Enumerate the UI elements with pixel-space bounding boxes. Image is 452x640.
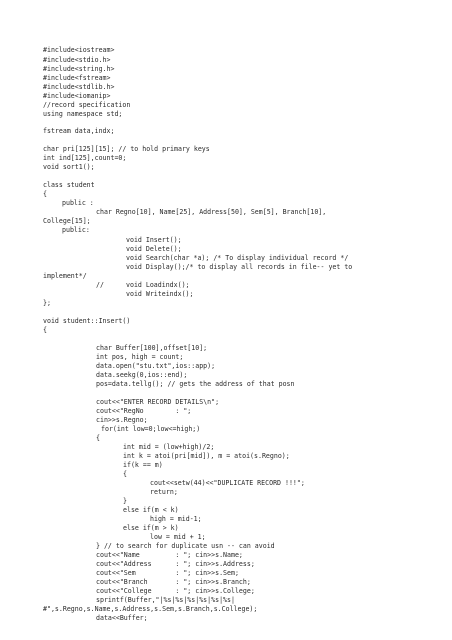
code-line: } (123, 497, 127, 505)
code-line: { (43, 190, 47, 198)
code-line: char Buffer[100],offset[10]; (96, 344, 208, 352)
code-line: //record specification (43, 101, 131, 109)
code-line: cout<<"Name : "; cin>>s.Name; (96, 551, 243, 559)
code-line: College[15]; (43, 217, 91, 225)
code-line: fstream data,indx; (43, 127, 115, 135)
code-line: public : (62, 199, 94, 207)
code-line: void Loadindx(); (126, 281, 190, 289)
code-line: sprintf(Buffer,"|%s|%s|%s|%s|%s|%s| (96, 596, 235, 604)
code-line: cout<<"Branch : "; cin>>s.Branch; (96, 578, 251, 586)
code-line: return; (150, 488, 178, 496)
code-line: #include<iomanip> (43, 92, 111, 100)
code-line: { (123, 470, 127, 478)
code-line: { (43, 326, 47, 334)
code-line: void Display();/* to display all records in file-- yet to (126, 263, 353, 271)
code-line: void student::Insert() (43, 317, 131, 325)
code-line: #include<stdlib.h> (43, 83, 115, 91)
code-line: #include<iostream> (43, 46, 115, 54)
code-line: data.seekg(0,ios::end); (96, 371, 188, 379)
code-line: #include<fstream> (43, 74, 111, 82)
code-line: void sort1(); (43, 163, 95, 171)
code-line: void Insert(); (126, 236, 182, 244)
code-line: high = mid-1; (150, 515, 202, 523)
code-line: #",s.Regno,s.Name,s.Address,s.Sem,s.Branch,s.College); (43, 605, 258, 613)
code-line: cout<<"College : "; cin>>s.College; (96, 587, 255, 595)
code-line: cout<<setw(44)<<"DUPLICATE RECORD !!!"; (150, 479, 305, 487)
code-line: data.open("stu.txt",ios::app); (96, 362, 216, 370)
code-line: data<<Buffer; (96, 614, 148, 622)
code-line: pos=data.tellg(); // gets the address of that posn (96, 380, 295, 388)
code-line: low = mid + 1; (150, 533, 206, 541)
code-line: int mid = (low+high)/2; (123, 443, 215, 451)
code-line: cout<<"Address : "; cin>>s.Address; (96, 560, 255, 568)
code-line: cout<<"Sem : "; cin>>s.Sem; (96, 569, 239, 577)
code-line: void Writeindx(); (126, 290, 194, 298)
code-line: int ind[125],count=0; (43, 154, 127, 162)
code-line: class student (43, 181, 95, 189)
code-line: cin>>s.Regno; (96, 416, 148, 424)
code-line: { (96, 434, 100, 442)
code-line: for(int low=0;low<=high;) (101, 425, 201, 433)
code-line: cout<<"ENTER RECORD DETAILS\n"; (96, 398, 220, 406)
code-line: } // to search for duplicate usn -- can avoid (96, 542, 275, 550)
code-line: void Search(char *a); /* To display individual record */ (126, 254, 349, 262)
code-line: public: (62, 226, 90, 234)
code-line: cout<<"RegNo : "; (96, 407, 192, 415)
code-line: int pos, high = count; (96, 353, 184, 361)
code-line: #include<stdio.h> (43, 56, 111, 64)
code-line: #include<string.h> (43, 65, 115, 73)
code-line: else if(m > k) (123, 524, 179, 532)
code-line: int k = atoi(pri[mid]), m = atoi(s.Regno); (123, 452, 290, 460)
code-line: }; (43, 299, 51, 307)
code-line: if(k == m) (123, 461, 163, 469)
code-line: char pri[125][15]; // to hold primary keys (43, 145, 210, 153)
code-line: // (96, 281, 104, 289)
code-line: implement*/ (43, 272, 87, 280)
code-line: using namespace std; (43, 110, 123, 118)
code-line: else if(m < k) (123, 506, 179, 514)
code-line: char Regno[10], Name[25], Address[50], Sem[5], Branch[10], (96, 208, 327, 216)
code-line: void Delete(); (126, 245, 182, 253)
